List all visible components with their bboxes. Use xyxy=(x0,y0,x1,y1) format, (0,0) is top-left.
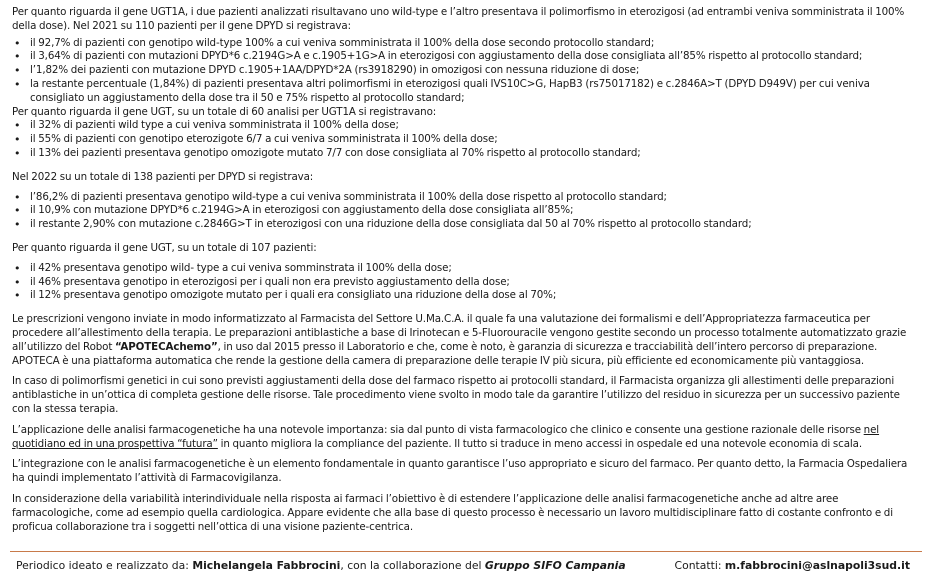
conclusione-paragraph: In considerazione della variabilità interindividuale nella risposta ai farmaci l’obiettivo è di estendere l’applicazione delle analisi farmacogenetiche anche ad altre aree farmacologiche, come ad esempio quella cardiologica. Appare evidente che alla base di questo processo è necessario un lavoro multidisciplinare fatto di costante confronto e di proficua collaborazione tra i soggetti nell’ottica di una visione paziente-centrica. xyxy=(12,492,893,533)
footer-credits xyxy=(16,559,626,572)
footer-contacts xyxy=(675,559,910,572)
list-item: • il restante 2,90% con mutazione c.2846G>T in eterozigosi con una riduzione della dose consigliata dal 50 al 70% rispetto al protocollo standard; xyxy=(12,218,918,232)
polimorfismi-paragraph: In caso di polimorfismi genetici in cui sono previsti aggiustamenti della dose del farmaco rispetto ai protocolli standard, il Farmacista organizza gli allestimenti delle preparazioni antiblastiche in un’ottica di completa gestione delle risorse. Tale procedimento viene svolto in modo tale da garantire l’utilizzo del residuo in sicurezza per un successivo paziente con la stessa terapia. xyxy=(12,375,900,415)
importanza-text-b: in quanto migliora la compliance del paziente. Il tutto si traduce in meno accessi in ospedale ed una notevole economia di scala. xyxy=(217,437,862,450)
ugt-2021-heading: Per quanto riguarda il gene UGT, su un totale di 60 analisi per UGT1A si registravano: xyxy=(12,105,437,118)
list-item: • l’1,82% dei pazienti con mutazione DPYD c.1905+1AA/DPYD*2A (rs3918290) in omozigosi con nessuna riduzione di dose; xyxy=(12,64,918,78)
prescrizioni-text-a: Le prescrizioni vengono inviate in modo informatizzato al Farmacista del Settore U.Ma.C.A. il quale fa una valutazione dei formalismi e dell’Appropriatezza farmaceutica per procedere all’allestimento della terapia. Le preparazioni antiblastiche a base di Irinotecan e 5-Fluorouracile vengono gestite secondo un processo totalmente automatizzato grazie all’utilizzo del Robot xyxy=(12,313,907,353)
list-item: • il 3,64% di pazienti con mutazioni DPYD*6 c.2194G>A e c.1905+1G>A in eterozigosi con aggiustamento della dose consigliata all’85% rispetto al protocollo standard; xyxy=(12,50,918,64)
list-item: • il 32% di pazienti wild type a cui veniva somministrata il 100% della dose; xyxy=(12,119,918,133)
footer-divider xyxy=(10,551,922,552)
footer-author: Michelangela Fabbrocini xyxy=(192,559,341,572)
ugt-2022-list xyxy=(12,262,918,303)
intro-paragraph: Per quanto riguarda il gene UGT1A, i due pazienti analizzati risultavano uno wild-type e l’altro presentava il polimorfismo in eterozigosi (ad entrambi veniva somministrata il 100% della dose). Nel 2021 su 110 pazienti per il gene DPYD si registrava: xyxy=(12,6,905,32)
footer xyxy=(16,559,910,572)
footer-group: Gruppo SIFO Campania xyxy=(484,559,626,572)
footer-lead: Periodico ideato e realizzato da: xyxy=(16,559,193,572)
importanza-paragraph xyxy=(12,424,918,452)
dpyd-2022-heading: Nel 2022 su un totale di 138 pazienti per DPYD si registrava: xyxy=(12,170,314,183)
footer-mid: , con la collaborazione del xyxy=(340,559,485,572)
dpyd-2021-list xyxy=(12,37,918,106)
list-item: • la restante percentuale (1,84%) di pazienti presentava altri polimorfismi in eterozigosi quali IVS10C>G, HapB3 (rs75017182) e c.2846A>T (DPYD D949V) per cui veniva consigliato un aggiustamento della dose tra il 50 e 75% rispetto al protocollo standard; xyxy=(12,78,918,106)
importanza-underlined: nel quotidiano ed in una prospettiva “futura” xyxy=(12,423,880,450)
list-item: • il 13% dei pazienti presentava genotipo omozigote mutato 7/7 con dose consigliata al 70% rispetto al protocollo standard; xyxy=(12,147,918,161)
list-item: • l’86,2% di pazienti presentava genotipo wild-type a cui veniva somministrata il 100% della dose rispetto al protocollo standard; xyxy=(12,191,918,205)
list-item: • il 10,9% con mutazione DPYD*6 c.2194G>A in eterozigosi con aggiustamento della dose consigliata all’85%; xyxy=(12,204,918,218)
list-item: • il 92,7% di pazienti con genotipo wild-type 100% a cui veniva somministrata il 100% della dose secondo protocollo standard; xyxy=(12,37,918,51)
ugt-2022-heading: Per quanto riguarda il gene UGT, su un totale di 107 pazienti: xyxy=(12,241,317,254)
prescrizioni-text-b: , in uso dal 2015 presso il Laboratorio e che, come è noto, è garanzia di sicurezza e tracciabilità dell’intero percorso di preparazione. APOTECA è una piattaforma automatica che rende la gestione della camera di preparazione delle terapie IV più sicura, più efficiente ed economicamente più vantaggiosa. xyxy=(12,340,878,367)
integrazione-paragraph: L’integrazione con le analisi farmacogenetiche è un elemento fondamentale in quanto garantisce l’uso appropriato e sicuro del farmaco. Per quanto detto, la Farmacia Ospedaliera ha quindi implementato l’attività di Farmacovigilanza. xyxy=(12,458,908,485)
list-item: • il 12% presentava genotipo omozigote mutato per i quali era consigliato una riduzione della dose al 70%; xyxy=(12,289,918,303)
importanza-text-a: L’applicazione delle analisi farmacogenetiche ha una notevole importanza: sia dal punto di vista farmacologico che clinico e consente una gestione razionale delle risorse xyxy=(12,423,864,436)
contact-label: Contatti: xyxy=(674,559,725,572)
contact-email[interactable]: m.fabbrocini@aslnapoli3sud.it xyxy=(724,559,910,572)
robot-name: “APOTECAchemo” xyxy=(115,340,218,353)
list-item: • il 42% presentava genotipo wild- type a cui veniva somminstrata il 100% della dose; xyxy=(12,262,918,276)
prescrizioni-paragraph xyxy=(12,313,918,368)
ugt-2021-list xyxy=(12,119,918,160)
dpyd-2022-list xyxy=(12,191,918,232)
list-item: • il 46% presentava genotipo in eterozigosi per i quali non era previsto aggiustamento della dose; xyxy=(12,276,918,290)
list-item: • il 55% di pazienti con genotipo eterozigote 6/7 a cui veniva somministrata il 100% della dose; xyxy=(12,133,918,147)
